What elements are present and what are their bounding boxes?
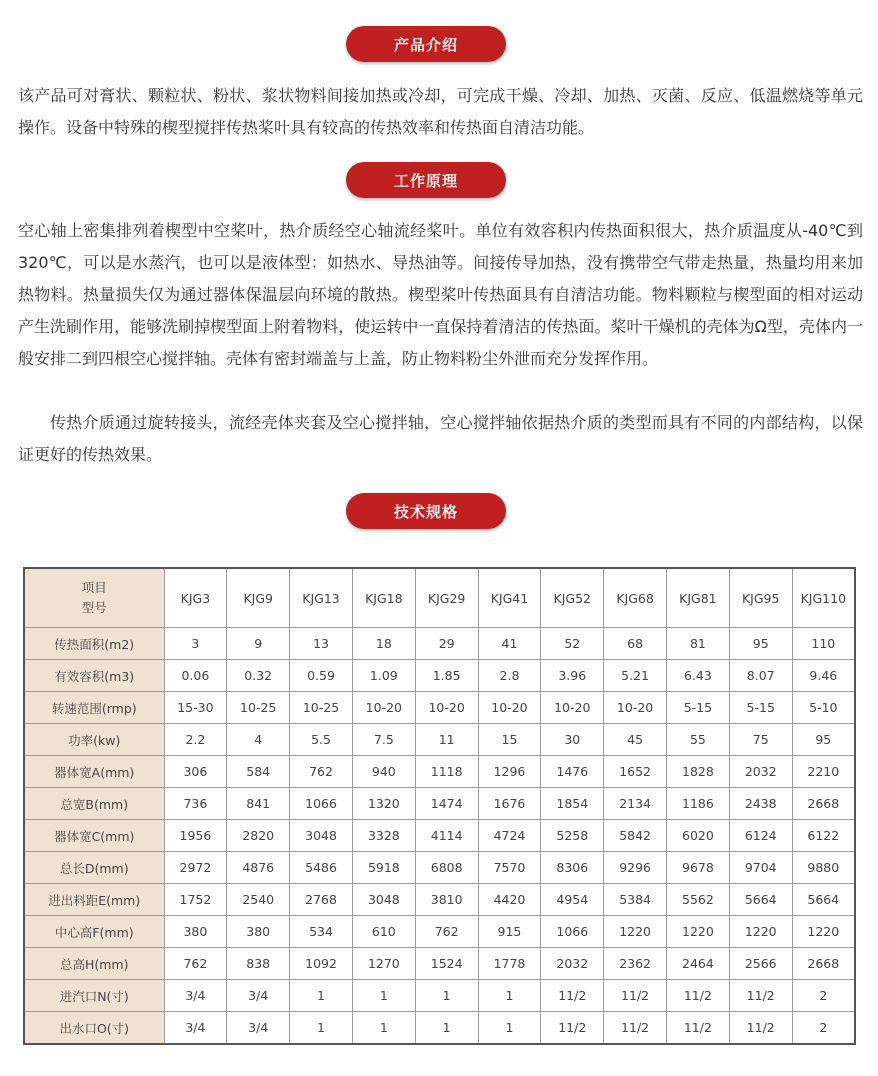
table-cell: 2820 bbox=[227, 820, 290, 852]
row-label: 器体宽A(mm) bbox=[24, 756, 164, 788]
table-cell: 110 bbox=[792, 628, 855, 660]
table-cell: 11/2 bbox=[541, 980, 604, 1012]
table-cell: 15 bbox=[478, 724, 541, 756]
table-cell: 9880 bbox=[792, 852, 855, 884]
table-cell: 10-20 bbox=[352, 692, 415, 724]
table-cell: 3/4 bbox=[227, 1012, 290, 1045]
table-cell: 1 bbox=[478, 1012, 541, 1045]
table-row bbox=[24, 948, 855, 980]
table-cell: 2134 bbox=[604, 788, 667, 820]
table-cell: 13 bbox=[290, 628, 353, 660]
model-header: KJG52 bbox=[541, 568, 604, 628]
table-cell: 10-20 bbox=[415, 692, 478, 724]
table-cell: 52 bbox=[541, 628, 604, 660]
table-cell: 1956 bbox=[164, 820, 227, 852]
table-cell: 1752 bbox=[164, 884, 227, 916]
table-cell: 534 bbox=[290, 916, 353, 948]
table-row bbox=[24, 724, 855, 756]
table-cell: 9678 bbox=[667, 852, 730, 884]
table-cell: 736 bbox=[164, 788, 227, 820]
table-cell: 762 bbox=[164, 948, 227, 980]
table-cell: 9 bbox=[227, 628, 290, 660]
table-cell: 2362 bbox=[604, 948, 667, 980]
table-cell: 6020 bbox=[667, 820, 730, 852]
table-cell: 68 bbox=[604, 628, 667, 660]
model-header: KJG13 bbox=[290, 568, 353, 628]
model-header: KJG9 bbox=[227, 568, 290, 628]
table-cell: 610 bbox=[352, 916, 415, 948]
table-row bbox=[24, 1012, 855, 1045]
table-cell: 4420 bbox=[478, 884, 541, 916]
table-cell: 2.2 bbox=[164, 724, 227, 756]
table-cell: 9296 bbox=[604, 852, 667, 884]
table-cell: 838 bbox=[227, 948, 290, 980]
table-cell: 1 bbox=[415, 1012, 478, 1045]
table-cell: 584 bbox=[227, 756, 290, 788]
table-cell: 841 bbox=[227, 788, 290, 820]
table-cell: 5918 bbox=[352, 852, 415, 884]
table-cell: 1066 bbox=[541, 916, 604, 948]
table-cell: 2032 bbox=[729, 756, 792, 788]
table-cell: 6122 bbox=[792, 820, 855, 852]
spec-corner-cell bbox=[24, 568, 164, 628]
table-cell: 940 bbox=[352, 756, 415, 788]
table-cell: 1474 bbox=[415, 788, 478, 820]
section-title-specs: 技术规格 bbox=[346, 493, 506, 529]
table-cell: 81 bbox=[667, 628, 730, 660]
section-title-principle: 工作原理 bbox=[346, 162, 506, 198]
table-cell: 10-25 bbox=[227, 692, 290, 724]
table-cell: 11/2 bbox=[667, 980, 730, 1012]
table-cell: 11/2 bbox=[667, 1012, 730, 1045]
table-cell: 8306 bbox=[541, 852, 604, 884]
row-label: 进出料距E(mm) bbox=[24, 884, 164, 916]
model-header: KJG3 bbox=[164, 568, 227, 628]
table-cell: 41 bbox=[478, 628, 541, 660]
table-cell: 3/4 bbox=[227, 980, 290, 1012]
table-cell: 9704 bbox=[729, 852, 792, 884]
table-cell: 915 bbox=[478, 916, 541, 948]
row-label: 器体宽C(mm) bbox=[24, 820, 164, 852]
table-cell: 3810 bbox=[415, 884, 478, 916]
table-cell: 29 bbox=[415, 628, 478, 660]
table-cell: 75 bbox=[729, 724, 792, 756]
table-row bbox=[24, 628, 855, 660]
table-cell: 1 bbox=[352, 1012, 415, 1045]
table-cell: 5384 bbox=[604, 884, 667, 916]
row-label: 总高H(mm) bbox=[24, 948, 164, 980]
table-cell: 5562 bbox=[667, 884, 730, 916]
table-cell: 1 bbox=[352, 980, 415, 1012]
table-cell: 1828 bbox=[667, 756, 730, 788]
model-header: KJG41 bbox=[478, 568, 541, 628]
table-row bbox=[24, 916, 855, 948]
principle-paragraph-2: 传热介质通过旋转接头，流经壳体夹套及空心搅拌轴，空心搅拌轴依据热介质的类型而具有不同的内部结构，以保证更好的传热效果。 bbox=[18, 413, 863, 464]
table-cell: 95 bbox=[729, 628, 792, 660]
table-cell: 1320 bbox=[352, 788, 415, 820]
table-cell: 3/4 bbox=[164, 1012, 227, 1045]
spec-body bbox=[24, 628, 855, 1045]
table-row bbox=[24, 788, 855, 820]
table-cell: 15-30 bbox=[164, 692, 227, 724]
spec-table bbox=[23, 567, 856, 1045]
table-cell: 5842 bbox=[604, 820, 667, 852]
table-cell: 1186 bbox=[667, 788, 730, 820]
table-cell: 1652 bbox=[604, 756, 667, 788]
table-cell: 2438 bbox=[729, 788, 792, 820]
row-label: 传热面积(m2) bbox=[24, 628, 164, 660]
table-cell: 0.32 bbox=[227, 660, 290, 692]
table-cell: 4876 bbox=[227, 852, 290, 884]
model-header: KJG110 bbox=[792, 568, 855, 628]
table-cell: 1854 bbox=[541, 788, 604, 820]
table-cell: 11 bbox=[415, 724, 478, 756]
table-row bbox=[24, 660, 855, 692]
table-row bbox=[24, 980, 855, 1012]
table-cell: 7.5 bbox=[352, 724, 415, 756]
table-cell: 1296 bbox=[478, 756, 541, 788]
row-label: 功率(kw) bbox=[24, 724, 164, 756]
table-cell: 1 bbox=[415, 980, 478, 1012]
table-cell: 3.96 bbox=[541, 660, 604, 692]
table-cell: 2566 bbox=[729, 948, 792, 980]
table-cell: 1 bbox=[290, 980, 353, 1012]
model-header: KJG18 bbox=[352, 568, 415, 628]
spec-header-row bbox=[24, 568, 855, 628]
model-header: KJG95 bbox=[729, 568, 792, 628]
table-cell: 10-20 bbox=[604, 692, 667, 724]
table-cell: 4954 bbox=[541, 884, 604, 916]
table-cell: 3048 bbox=[352, 884, 415, 916]
table-cell: 2.8 bbox=[478, 660, 541, 692]
table-cell: 5-15 bbox=[729, 692, 792, 724]
table-cell: 2464 bbox=[667, 948, 730, 980]
table-cell: 3/4 bbox=[164, 980, 227, 1012]
model-header: KJG68 bbox=[604, 568, 667, 628]
table-cell: 1778 bbox=[478, 948, 541, 980]
table-cell: 1220 bbox=[792, 916, 855, 948]
table-cell: 306 bbox=[164, 756, 227, 788]
table-cell: 1476 bbox=[541, 756, 604, 788]
table-cell: 5486 bbox=[290, 852, 353, 884]
table-cell: 380 bbox=[164, 916, 227, 948]
table-cell: 2 bbox=[792, 1012, 855, 1045]
table-cell: 11/2 bbox=[541, 1012, 604, 1045]
table-cell: 380 bbox=[227, 916, 290, 948]
table-cell: 5-10 bbox=[792, 692, 855, 724]
table-cell: 5-15 bbox=[667, 692, 730, 724]
table-cell: 0.06 bbox=[164, 660, 227, 692]
intro-text: 该产品可对膏状、颗粒状、粉状、浆状物料间接加热或冷却，可完成干燥、冷却、加热、灭菌、反应、低温燃烧等单元操作。设备中特殊的楔型搅拌传热桨叶具有较高的传热效率和传热面自清洁功能。 bbox=[18, 86, 863, 137]
table-cell: 10-25 bbox=[290, 692, 353, 724]
table-row bbox=[24, 692, 855, 724]
table-cell: 2210 bbox=[792, 756, 855, 788]
row-label: 总宽B(mm) bbox=[24, 788, 164, 820]
table-cell: 5258 bbox=[541, 820, 604, 852]
table-cell: 1 bbox=[290, 1012, 353, 1045]
table-cell: 1220 bbox=[604, 916, 667, 948]
table-cell: 9.46 bbox=[792, 660, 855, 692]
table-cell: 4724 bbox=[478, 820, 541, 852]
table-cell: 2668 bbox=[792, 788, 855, 820]
table-cell: 2540 bbox=[227, 884, 290, 916]
corner-label-model: 型号 bbox=[81, 600, 107, 615]
table-row bbox=[24, 884, 855, 916]
table-cell: 1676 bbox=[478, 788, 541, 820]
table-cell: 11/2 bbox=[729, 1012, 792, 1045]
table-cell: 1.85 bbox=[415, 660, 478, 692]
table-cell: 6124 bbox=[729, 820, 792, 852]
row-label: 有效容积(m3) bbox=[24, 660, 164, 692]
table-cell: 4 bbox=[227, 724, 290, 756]
table-cell: 2768 bbox=[290, 884, 353, 916]
model-header: KJG81 bbox=[667, 568, 730, 628]
table-cell: 30 bbox=[541, 724, 604, 756]
table-cell: 11/2 bbox=[604, 1012, 667, 1045]
table-cell: 55 bbox=[667, 724, 730, 756]
table-cell: 1524 bbox=[415, 948, 478, 980]
table-cell: 8.07 bbox=[729, 660, 792, 692]
table-cell: 3328 bbox=[352, 820, 415, 852]
table-cell: 1270 bbox=[352, 948, 415, 980]
table-cell: 1220 bbox=[729, 916, 792, 948]
table-cell: 1092 bbox=[290, 948, 353, 980]
table-cell: 1066 bbox=[290, 788, 353, 820]
table-cell: 1118 bbox=[415, 756, 478, 788]
table-cell: 6808 bbox=[415, 852, 478, 884]
table-cell: 2668 bbox=[792, 948, 855, 980]
section-title-intro: 产品介绍 bbox=[346, 26, 506, 62]
table-cell: 0.59 bbox=[290, 660, 353, 692]
table-cell: 1 bbox=[478, 980, 541, 1012]
row-label: 进汽口N(寸) bbox=[24, 980, 164, 1012]
table-cell: 95 bbox=[792, 724, 855, 756]
table-cell: 762 bbox=[415, 916, 478, 948]
row-label: 转速范围(rmp) bbox=[24, 692, 164, 724]
table-cell: 3048 bbox=[290, 820, 353, 852]
table-cell: 11/2 bbox=[729, 980, 792, 1012]
table-cell: 5.21 bbox=[604, 660, 667, 692]
row-label: 中心高F(mm) bbox=[24, 916, 164, 948]
row-label: 出水口O(寸) bbox=[24, 1012, 164, 1045]
table-cell: 6.43 bbox=[667, 660, 730, 692]
table-cell: 5664 bbox=[792, 884, 855, 916]
table-cell: 5664 bbox=[729, 884, 792, 916]
table-cell: 5.5 bbox=[290, 724, 353, 756]
table-cell: 18 bbox=[352, 628, 415, 660]
table-cell: 7570 bbox=[478, 852, 541, 884]
corner-label-item: 项目 bbox=[81, 580, 107, 595]
model-header: KJG29 bbox=[415, 568, 478, 628]
table-cell: 2032 bbox=[541, 948, 604, 980]
table-row bbox=[24, 756, 855, 788]
table-cell: 45 bbox=[604, 724, 667, 756]
table-cell: 10-20 bbox=[478, 692, 541, 724]
principle-paragraph-1: 空心轴上密集排列着楔型中空桨叶，热介质经空心轴流经桨叶。单位有效容积内传热面积很大，热介质温度从-40℃到320℃，可以是水蒸汽，也可以是液体型：如热水、导热油等。间接传导加热，没有携带空气带走热量，热量均用来加热物料。热量损失仅为通过器体保温层向环境的散热。楔型桨叶传热面具有自清洁功能。物料颗粒与楔型面的相对运动产生洗刷作用，能够洗刷掉楔型面上附着物料，使运转中一直保持着清洁的传热面。桨叶干燥机的壳体为Ω型，壳体内一般安排二到四根空心搅拌轴。壳体有密封端盖与上盖，防止物料粉尘外泄而充分发挥作用。 bbox=[18, 221, 863, 368]
table-cell: 2 bbox=[792, 980, 855, 1012]
table-row bbox=[24, 852, 855, 884]
table-cell: 3 bbox=[164, 628, 227, 660]
table-cell: 4114 bbox=[415, 820, 478, 852]
table-cell: 2972 bbox=[164, 852, 227, 884]
table-cell: 762 bbox=[290, 756, 353, 788]
row-label: 总长D(mm) bbox=[24, 852, 164, 884]
table-cell: 10-20 bbox=[541, 692, 604, 724]
table-cell: 1220 bbox=[667, 916, 730, 948]
table-cell: 1.09 bbox=[352, 660, 415, 692]
table-row bbox=[24, 820, 855, 852]
table-cell: 11/2 bbox=[604, 980, 667, 1012]
